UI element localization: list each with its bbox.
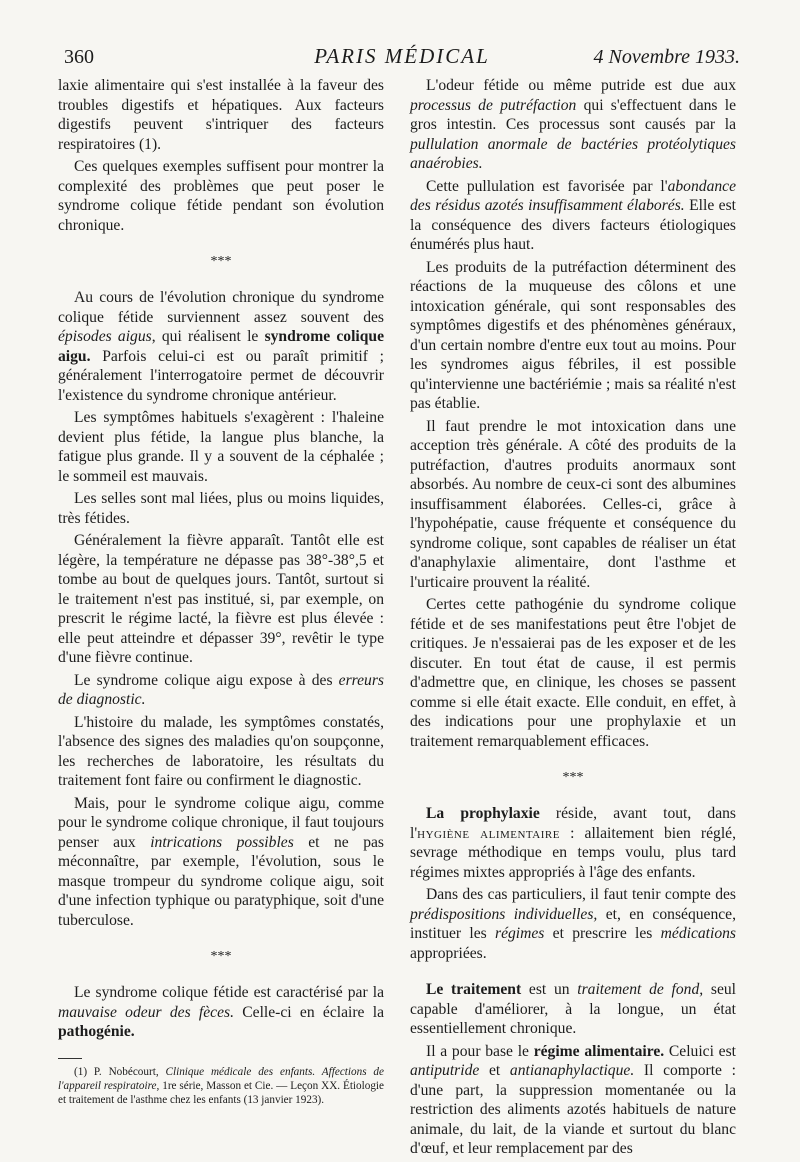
footnote-rule — [58, 1058, 82, 1059]
paragraph: Dans des cas particuliers, il faut tenir compte des prédispositions individuelles, et, en conséquence, instituer les régimes et prescrire les médications appropriées. — [410, 886, 736, 962]
paragraph: Généralement la fièvre apparaît. Tantôt elle est légère, la température ne dépasse pas 38°-38°,5 et tombe au bout de quelques jours. Tantôt, surtout si le traitement n'est pas institué, si, par exemple, on prescrit le régime lacté, la fièvre est plus élevée : elle peut atteindre et dépasser 39°, revêtir le type d'une fièvre continue. — [58, 532, 384, 666]
paragraph: L'histoire du malade, les symptômes constatés, l'absence des signes des maladies qu'on soupçonne, les recherches de laboratoire, les résultats du traitement font faire ou confirment le diagnostic. — [58, 713, 384, 789]
paragraph: Les symptômes habituels s'exagèrent : l'haleine devient plus fétide, la langue plus blanche, la fatigue plus grande. Il y a souvent de la céphalée ; le sommeil est mauvais. — [58, 409, 384, 485]
paragraph: Cette pullulation est favorisée par l'abondance des résidus azotés insuffisamment élaborés. Elle est la conséquence des divers facteurs étiologiques énumérés plus haut. — [410, 177, 737, 253]
paragraph: Mais, pour le syndrome colique aigu, comme pour le syndrome colique chronique, il faut toujours penser aux intrications possibles et ne pas méconnaître, par exemple, l'évolution, sous le masque trompeur du syndrome colique aigu, soit d'une infection typhique ou paratyphique, soit d'une tuberculose. — [58, 794, 384, 929]
page-number: 360 — [64, 46, 94, 68]
paragraph: Certes cette pathogénie du syndrome colique fétide et de ses manifestations peut être l'objet de critiques. Je n'essaierai pas de les exposer et de les discuter. En tout état de cause, il est permis d'admettre que, en clinique, les choses se passent comme si elle était exacte. Elle conduit, en effet, à des indications pour une prophylaxie et un traitement remarquablement efficaces. — [410, 596, 736, 750]
left-column — [58, 76, 384, 1110]
issue-date: 4 Novembre 1933. — [593, 46, 740, 68]
paragraph: Les produits de la putréfaction déterminent des réactions de la muqueuse des côlons et une intoxication générale, qui sont responsables des symptômes digestifs et des phénomènes généraux, d'un certain nombre d'entre eux tout au moins. Pour les syndromes aigus fébriles, il est possible qu'intervienne une bactériémie ; mais sa réalité n'est pas établie. — [410, 258, 736, 412]
section-separator: *** — [210, 949, 232, 964]
paragraph: Le syndrome colique aigu expose à des erreurs de diagnostic. — [58, 671, 384, 708]
paragraph: L'odeur fétide ou même putride est due aux processus de putréfaction qui s'effectuent dans le gros intestin. Ces processus sont causés par la pullulation anormale de bactéries protéolytiques anaérobies. — [410, 77, 736, 172]
paragraph: Ces quelques exemples suffisent pour montrer la complexité des problèmes que peut poser le syndrome colique fétide pendant son évolution chronique. — [58, 158, 384, 234]
paragraph: laxie alimentaire qui s'est installée à la faveur des troubles digestifs et hépatiques. Aux facteurs digestifs peuvent s'intriquer des facteurs respiratoires (1). — [58, 77, 384, 153]
journal-title: PARIS MÉDICAL — [314, 44, 490, 68]
paragraph: La prophylaxie réside, avant tout, dans l'hygiène alimentaire : allaitement bien réglé, sevrage méthodique en temps voulu, plus tard régimes mixtes appropriés à l'âge des enfants. — [410, 805, 736, 881]
right-column — [410, 76, 736, 1162]
paragraph: Au cours de l'évolution chronique du syndrome colique fétide surviennent assez souvent des épisodes aigus, qui réalisent le syndrome colique aigu. Parfois celui-ci est ou paraît primitif ; généralement l'interrogatoire permet de découvrir l'existence du syndrome chronique antérieur. — [58, 289, 384, 404]
paragraph: Le traitement est un traitement de fond, seul capable d'améliorer, à la longue, un état essentiellement chronique. — [410, 981, 736, 1037]
section-separator: *** — [562, 770, 584, 785]
paragraph: Il a pour base le régime alimentaire. Celuici est antiputride et antianaphylactique. Il comporte : d'une part, la suppression momentanée ou la restriction des aliments azotés habituels de nature animale, du lait, de la viande et surtout du blanc d'œuf, et leur remplacement par des — [410, 1042, 736, 1157]
section-separator: *** — [210, 254, 232, 269]
page-header — [64, 42, 740, 74]
footnote: (1) P. Nobécourt, Clinique médicale des enfants. Affections de l'appareil respiratoire, 1re série, Masson et Cie. — Leçon XX. Étiologie et traitement de l'asthme chez les enfants (13 janvier 1923). — [58, 1065, 384, 1106]
paragraph: Le syndrome colique fétide est caractérisé par la mauvaise odeur des fèces. Celle-ci en éclaire la pathogénie. — [58, 984, 384, 1040]
paragraph: Les selles sont mal liées, plus ou moins liquides, très fétides. — [58, 490, 384, 527]
paragraph: Il faut prendre le mot intoxication dans une acception très générale. A côté des produits de la putréfaction, d'autres produits anormaux sont absorbés. Au nombre de ceux-ci sont des albumines insuffisamment élaborées. Celles-ci, grâce à l'hypohépatie, cause fréquente et conséquence du syndrome colique, sont capables de réaliser un état d'anaphylaxie alimentaire, dont l'asthme et l'urticaire prouvent la réalité. — [410, 417, 736, 591]
